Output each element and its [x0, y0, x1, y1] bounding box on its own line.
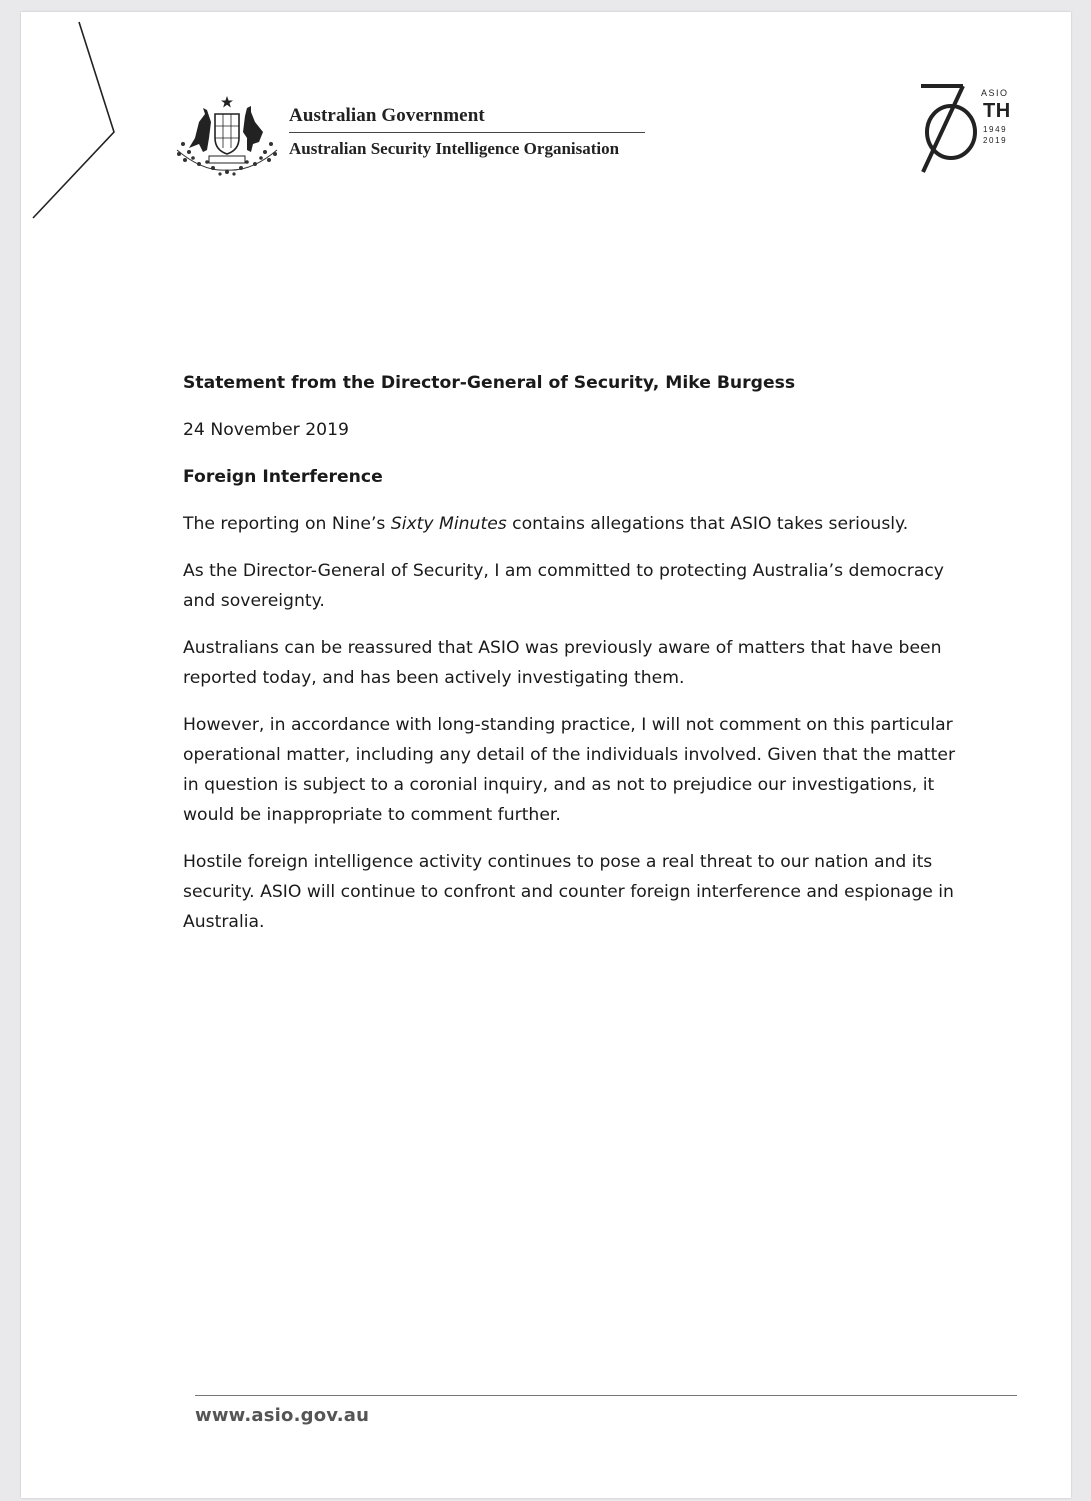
paragraph-1-end: contains allegations that ASIO takes seriously.	[506, 514, 909, 534]
paragraph-3: Australians can be reassured that ASIO was previously aware of matters that have been reported today, and has been actively investigating them.	[183, 638, 942, 688]
paragraph-1-start: The reporting on Nine’s	[183, 514, 391, 534]
document-page	[21, 12, 1071, 1498]
government-logo	[173, 92, 653, 182]
statement-body	[183, 368, 973, 954]
corner-fold-mark	[31, 20, 131, 225]
paragraph-2: As the Director-General of Security, I am committed to protecting Australia’s democracy and sovereignty.	[183, 561, 944, 611]
program-name: Sixty Minutes	[390, 514, 507, 534]
footer-divider	[195, 1395, 1017, 1396]
statement-subject: Foreign Interference	[183, 467, 383, 487]
anniversary-ordinal: TH	[983, 100, 1011, 122]
anniversary-year-start: 1949	[983, 125, 1008, 134]
paragraph-5: Hostile foreign intelligence activity continues to pose a real threat to our nation and its security. ASIO will continue to confront and counter foreign interference and espionage in Australia.	[183, 852, 954, 932]
organisation-name: Australian Security Intelligence Organisation	[289, 139, 620, 158]
statement-title: Statement from the Director-General of Security, Mike Burgess	[183, 373, 796, 393]
anniversary-logo	[917, 80, 1027, 176]
government-name: Australian Government	[289, 105, 645, 133]
statement-date: 24 November 2019	[183, 420, 349, 440]
coat-of-arms-icon	[173, 92, 281, 182]
seventy-emblem-icon	[917, 80, 983, 176]
paragraph-1	[183, 509, 973, 539]
anniversary-org: ASIO	[981, 88, 1009, 98]
footer-website: www.asio.gov.au	[195, 1405, 370, 1426]
anniversary-year-end: 2019	[983, 136, 1008, 145]
paragraph-4: However, in accordance with long-standing practice, I will not comment on this particular operational matter, including any detail of the individuals involved. Given that the matter in question is subject to a coronial inquiry, and as not to prejudice our investigations, it would be inappropriate to comment further.	[183, 715, 956, 825]
